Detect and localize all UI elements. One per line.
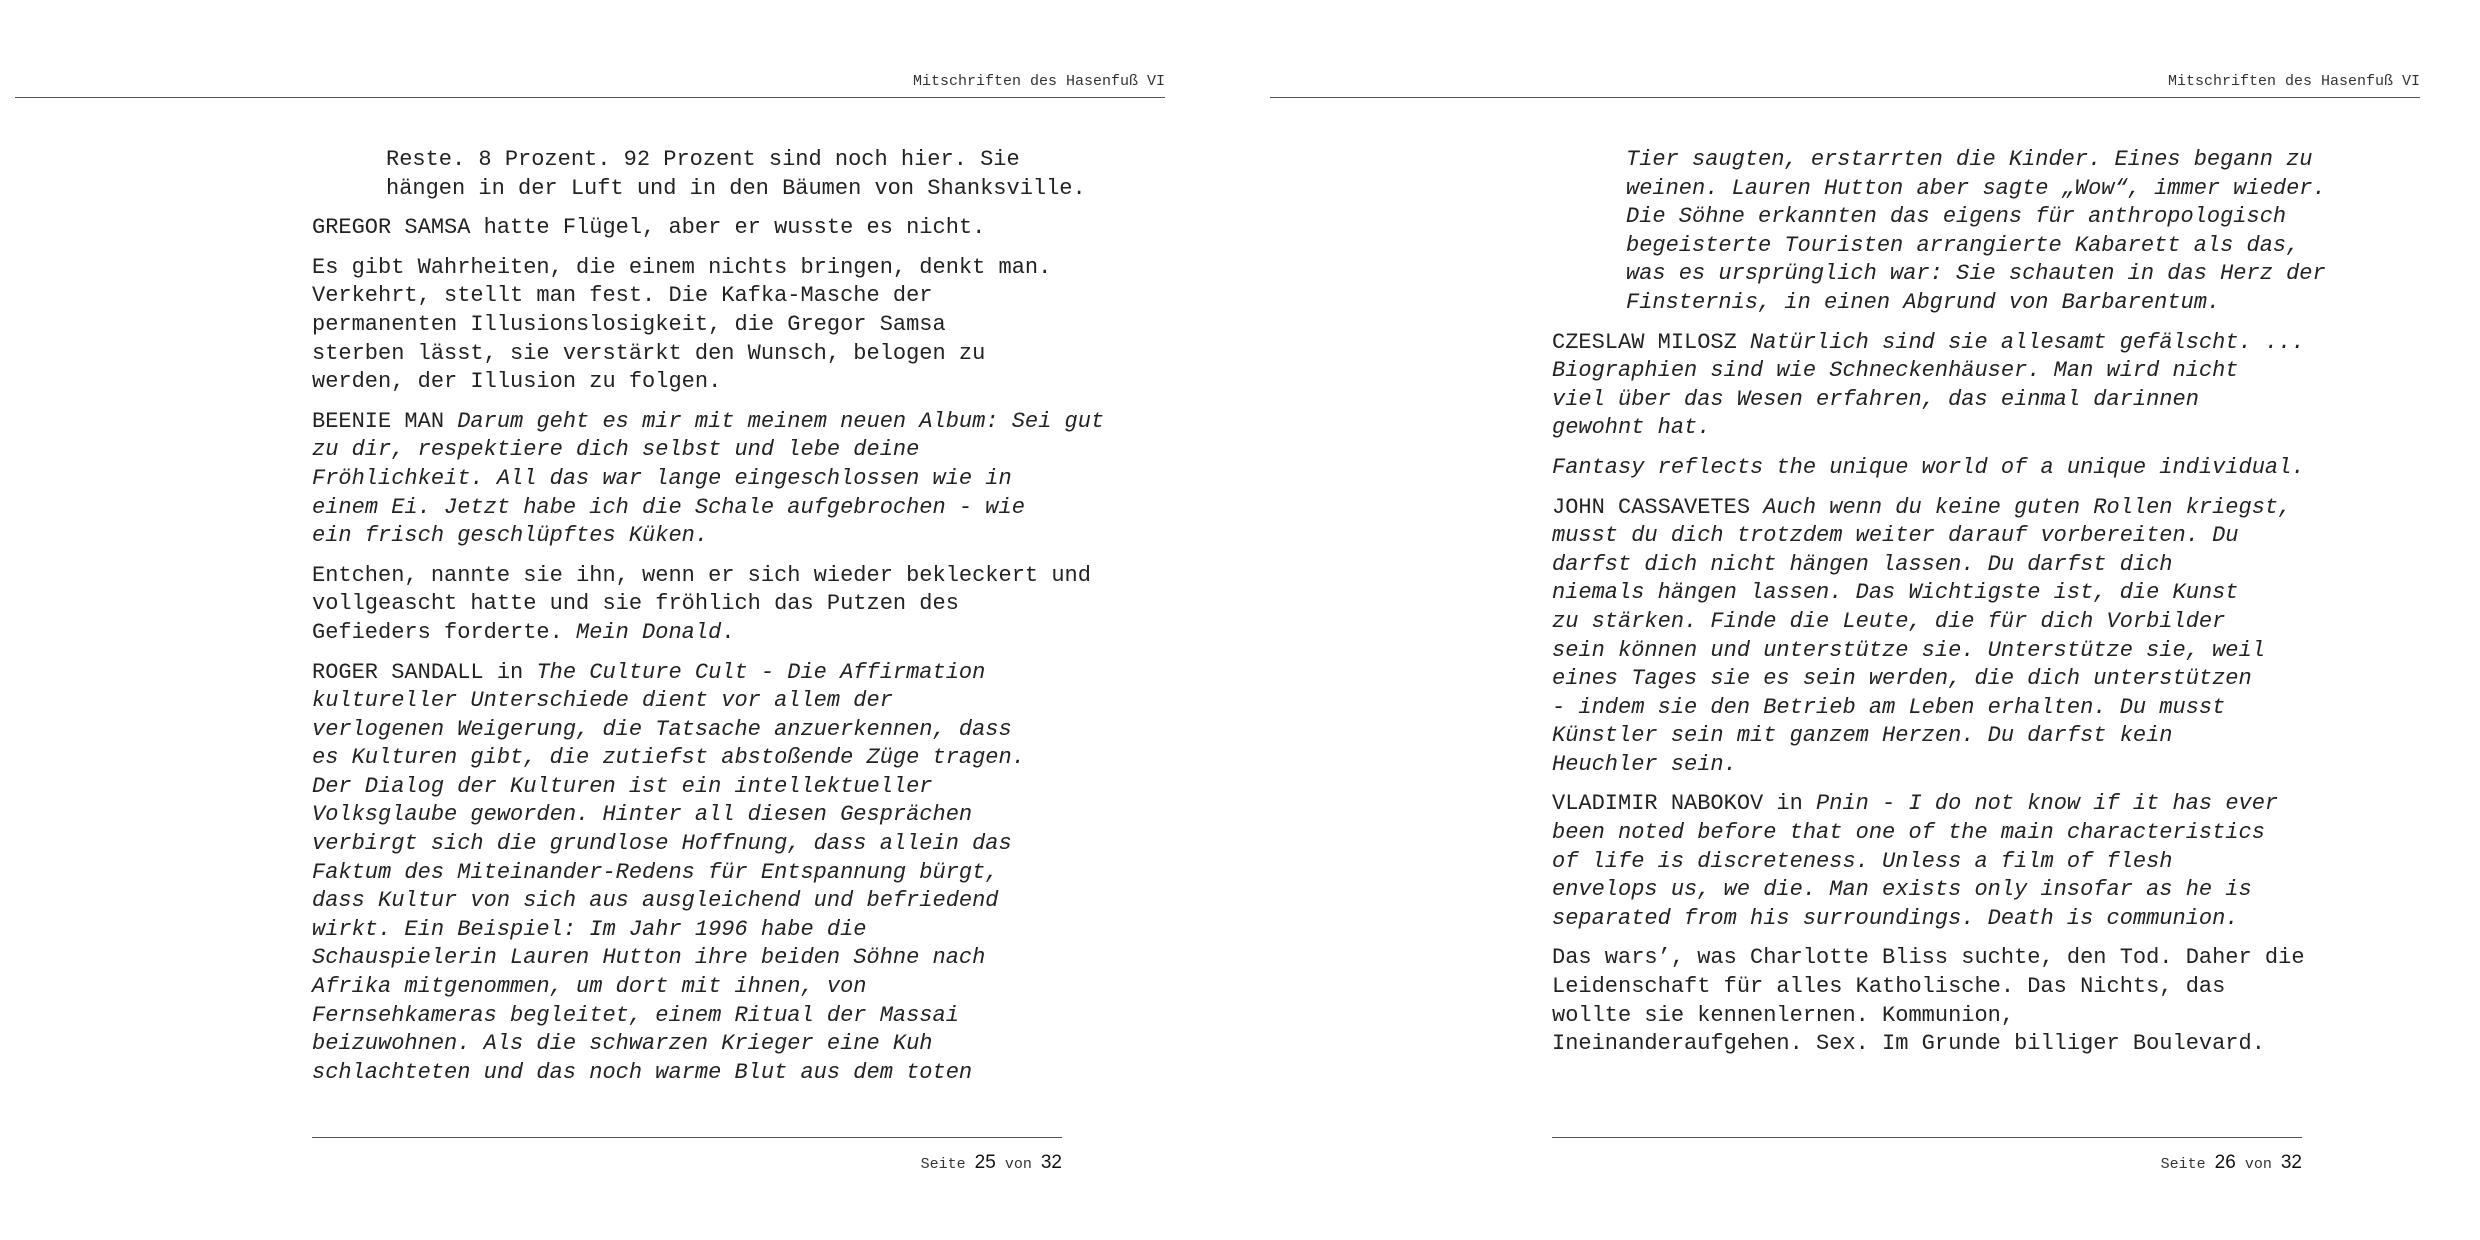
text-run: BEENIE MAN (312, 408, 458, 434)
text-line (312, 830, 1112, 859)
italic-text: viel über das Wesen erfahren, das einmal darinnen (1552, 386, 2199, 412)
text-line (312, 1059, 1112, 1088)
page-total: 32 (2280, 1152, 2302, 1173)
text-line (1552, 1030, 2352, 1059)
footer-prefix: Seite (2160, 1156, 2206, 1173)
text-line (1552, 973, 2352, 1002)
text-line (312, 944, 1112, 973)
italic-text: dass Kultur von sich aus ausgleichend und befriedend (312, 888, 999, 914)
text-run: Verkehrt, stellt man fest. Die Kafka-Masche der (312, 283, 933, 309)
paragraph (1552, 329, 2352, 443)
text-line (1552, 329, 2352, 358)
italic-text: begeisterte Touristen arrangierte Kabarett als das, (1626, 232, 2300, 258)
italic-text: beizuwohnen. Als die schwarzen Krieger eine Kuh (312, 1031, 933, 1057)
text-run: ROGER SANDALL in (312, 659, 537, 685)
italic-text: kultureller Unterschiede dient vor allem der (312, 688, 893, 714)
text-line (312, 590, 1112, 619)
italic-text: verlogenen Weigerung, die Tatsache anzuerkennen, dass (312, 716, 1012, 742)
paragraph-continuation (1552, 146, 2352, 318)
italic-text: Faktum des Miteinander-Redens für Entspannung bürgt, (312, 859, 999, 885)
italic-text: Fantasy reflects the unique world of a unique individual. (1552, 454, 2305, 480)
text-run: hängen in der Luft und in den Bäumen von Shanksville. (386, 175, 1086, 201)
text-line (1626, 175, 2352, 204)
page-number: 25 (974, 1152, 996, 1173)
text-run: GREGOR SAMSA hatte Flügel, aber er wusste es nicht. (312, 215, 986, 241)
text-run: - (1868, 791, 1909, 817)
italic-text: Der Dialog der Kulturen ist ein intellektueller (312, 773, 933, 799)
italic-text: Künstler sein mit ganzem Herzen. Du darfst kein (1552, 723, 2173, 749)
text-line (1552, 357, 2352, 386)
text-run: CZESLAW MILOSZ (1552, 329, 1751, 355)
text-line (312, 859, 1112, 888)
text-line (1552, 819, 2352, 848)
text-line (312, 1002, 1112, 1031)
text-line (1626, 289, 2352, 318)
italic-text: Heuchler sein. (1552, 751, 1737, 777)
paragraph (312, 659, 1112, 1088)
text-line (312, 368, 1112, 397)
italic-text: was es ursprünglich war: Sie schauten in das Herz der (1626, 261, 2326, 287)
italic-text: eines Tages sie es sein werden, die dich unterstützen (1552, 666, 2252, 692)
footer-rule (312, 1137, 1062, 1138)
italic-text: I do not know if it has ever (1908, 791, 2279, 817)
italic-text: Finsternis, in einen Abgrund von Barbarentum. (1626, 289, 2221, 315)
italic-text: Fernsehkameras begleitet, einem Ritual der Massai (312, 1002, 959, 1028)
paragraph (312, 214, 1112, 243)
text-line (1552, 494, 2352, 523)
italic-text: ein frisch geschlüpftes Küken. (312, 523, 709, 549)
page-body (1552, 146, 2352, 1070)
italic-text: Pnin (1816, 791, 1869, 817)
header-rule (1270, 97, 2420, 98)
text-line (386, 175, 1112, 204)
text-line (312, 619, 1112, 648)
paragraph (1552, 790, 2352, 933)
italic-text: of life is discreteness. Unless a film of flesh (1552, 848, 2173, 874)
italic-text: Darum geht es mir mit meinem neuen Album: Sei gut (457, 408, 1105, 434)
text-run: Gefieders forderte. (312, 619, 577, 645)
italic-text: musst du dich trotzdem weiter darauf vorbereiten. Du (1552, 523, 2239, 549)
page-total: 32 (1040, 1152, 1062, 1173)
text-line (312, 659, 1112, 688)
italic-text: es Kulturen gibt, die zutiefst abstoßende Züge tragen. (312, 745, 1025, 771)
text-line (312, 744, 1112, 773)
text-line (312, 973, 1112, 1002)
text-line (1626, 203, 2352, 232)
italic-text: schlachteten und das noch warme Blut aus dem toten (312, 1059, 973, 1085)
header-rule (15, 97, 1165, 98)
italic-text: Schauspielerin Lauren Hutton ihre beiden Söhne nach (312, 945, 986, 971)
text-line (312, 522, 1112, 551)
italic-text: zu stärken. Finde die Leute, die für dich Vorbilder (1552, 608, 2226, 634)
text-line (312, 562, 1112, 591)
text-run: Entchen, nannte sie ihn, wenn er sich wieder bekleckert und (312, 562, 1091, 588)
text-line (1552, 694, 2352, 723)
italic-text: Tier saugten, erstarrten die Kinder. Eines begann zu (1626, 147, 2313, 172)
italic-text: zu dir, respektiere dich selbst und lebe deine (312, 437, 920, 463)
italic-text: Die Söhne erkannten das eigens für anthropologisch (1626, 204, 2287, 230)
page-right (1240, 0, 2480, 1240)
text-line (1552, 522, 2352, 551)
text-line (312, 1030, 1112, 1059)
footer-of: von (2244, 1156, 2272, 1173)
text-line (1552, 454, 2352, 483)
paragraph (1552, 454, 2352, 483)
text-line (1552, 905, 2352, 934)
text-run: werden, der Illusion zu folgen. (312, 369, 722, 395)
text-run: . (721, 619, 735, 645)
paragraph (1552, 494, 2352, 780)
text-line (1552, 876, 2352, 905)
italic-text: Afrika mitgenommen, um dort mit ihnen, von (312, 974, 867, 1000)
text-line (1552, 608, 2352, 637)
footer-of: von (1004, 1156, 1032, 1173)
italic-text: verbirgt sich die grundlose Hoffnung, dass allein das (312, 831, 1012, 857)
text-line (312, 716, 1112, 745)
italic-text: envelops us, we die. Man exists only insofar as he is (1552, 877, 2252, 903)
text-run: Reste. 8 Prozent. 92 Prozent sind noch hier. Sie (386, 147, 1020, 172)
text-line (312, 916, 1112, 945)
text-line (312, 494, 1112, 523)
text-line (312, 801, 1112, 830)
text-line (312, 887, 1112, 916)
paragraph (312, 562, 1112, 648)
italic-text: - indem sie den Betrieb am Leben erhalten. Du musst (1552, 694, 2226, 720)
italic-text: Auch wenn du keine guten Rollen kriegst, (1763, 494, 2292, 520)
page-number: 26 (2214, 1152, 2236, 1173)
page-body (312, 146, 1112, 1098)
italic-text: been noted before that one of the main characteristics (1552, 820, 2265, 846)
text-run: Ineinanderaufgehen. Sex. Im Grunde billiger Boulevard. (1552, 1031, 2265, 1057)
text-line (312, 773, 1112, 802)
text-run: Das wars’, was Charlotte Bliss suchte, den Tod. Daher die (1552, 945, 2305, 971)
text-run: sterben lässt, sie verstärkt den Wunsch, belogen zu (312, 340, 986, 366)
text-line (1626, 146, 2352, 175)
text-run: vollgeascht hatte und sie fröhlich das Putzen des (312, 591, 959, 617)
text-line (1552, 386, 2352, 415)
text-run: VLADIMIR NABOKOV in (1552, 791, 1817, 817)
text-line (312, 408, 1112, 437)
italic-text: darfst dich nicht hängen lassen. Du darfst dich (1552, 551, 2173, 577)
text-line (1552, 722, 2352, 751)
italic-text: Fröhlichkeit. All das war lange eingeschlossen wie in (312, 465, 1012, 491)
italic-text: sein können und unterstütze sie. Unterstütze sie, weil (1552, 637, 2265, 663)
text-line (1552, 579, 2352, 608)
text-line (312, 214, 1112, 243)
text-line (312, 340, 1112, 369)
italic-text: gewohnt hat. (1552, 415, 1711, 441)
text-line (312, 687, 1112, 716)
footer-prefix: Seite (920, 1156, 966, 1173)
text-line (1552, 414, 2352, 443)
text-line (312, 436, 1112, 465)
italic-text: einem Ei. Jetzt habe ich die Schale aufgebrochen - wie (312, 494, 1025, 520)
text-line (312, 465, 1112, 494)
text-line (1552, 551, 2352, 580)
paragraph-continuation (312, 146, 1112, 203)
page-footer (1552, 1152, 2302, 1174)
italic-text: Biographien sind wie Schneckenhäuser. Man wird nicht (1552, 358, 2239, 384)
text-line (312, 282, 1112, 311)
italic-text: weinen. Lauren Hutton aber sagte „Wow“, immer wieder. (1626, 175, 2326, 201)
italic-text: The Culture Cult - Die Affirmation (536, 659, 986, 685)
italic-text: wirkt. Ein Beispiel: Im Jahr 1996 habe die (312, 916, 867, 942)
text-line (1552, 848, 2352, 877)
text-run: permanenten Illusionslosigkeit, die Gregor Samsa (312, 311, 946, 337)
text-run: Es gibt Wahrheiten, die einem nichts bringen, denkt man. (312, 254, 1052, 280)
text-run: Leidenschaft für alles Katholische. Das Nichts, das (1552, 974, 2226, 1000)
paragraph (1552, 944, 2352, 1058)
text-line (1552, 944, 2352, 973)
paragraph (312, 408, 1112, 551)
text-line (312, 254, 1112, 283)
paragraph (312, 254, 1112, 397)
text-line (1552, 790, 2352, 819)
text-line (386, 146, 1112, 175)
italic-text: niemals hängen lassen. Das Wichtigste ist, die Kunst (1552, 580, 2239, 606)
text-line (1552, 751, 2352, 780)
italic-text: Volksglaube geworden. Hinter all diesen Gesprächen (312, 802, 973, 828)
text-line (1626, 260, 2352, 289)
text-line (1626, 232, 2352, 261)
text-line (1552, 1002, 2352, 1031)
text-line (1552, 637, 2352, 666)
text-line (312, 311, 1112, 340)
italic-text: Mein Donald (576, 619, 722, 645)
running-header: Mitschriften des Hasenfuß VI (2167, 73, 2420, 90)
text-run: wollte sie kennenlernen. Kommunion, (1552, 1002, 2015, 1028)
page-footer (312, 1152, 1062, 1174)
italic-text: separated from his surroundings. Death is communion. (1552, 905, 2239, 931)
text-run: JOHN CASSAVETES (1552, 494, 1764, 520)
footer-rule (1552, 1137, 2302, 1138)
running-header: Mitschriften des Hasenfuß VI (912, 73, 1165, 90)
italic-text: Natürlich sind sie allesamt gefälscht. ... (1750, 329, 2305, 355)
text-line (1552, 665, 2352, 694)
